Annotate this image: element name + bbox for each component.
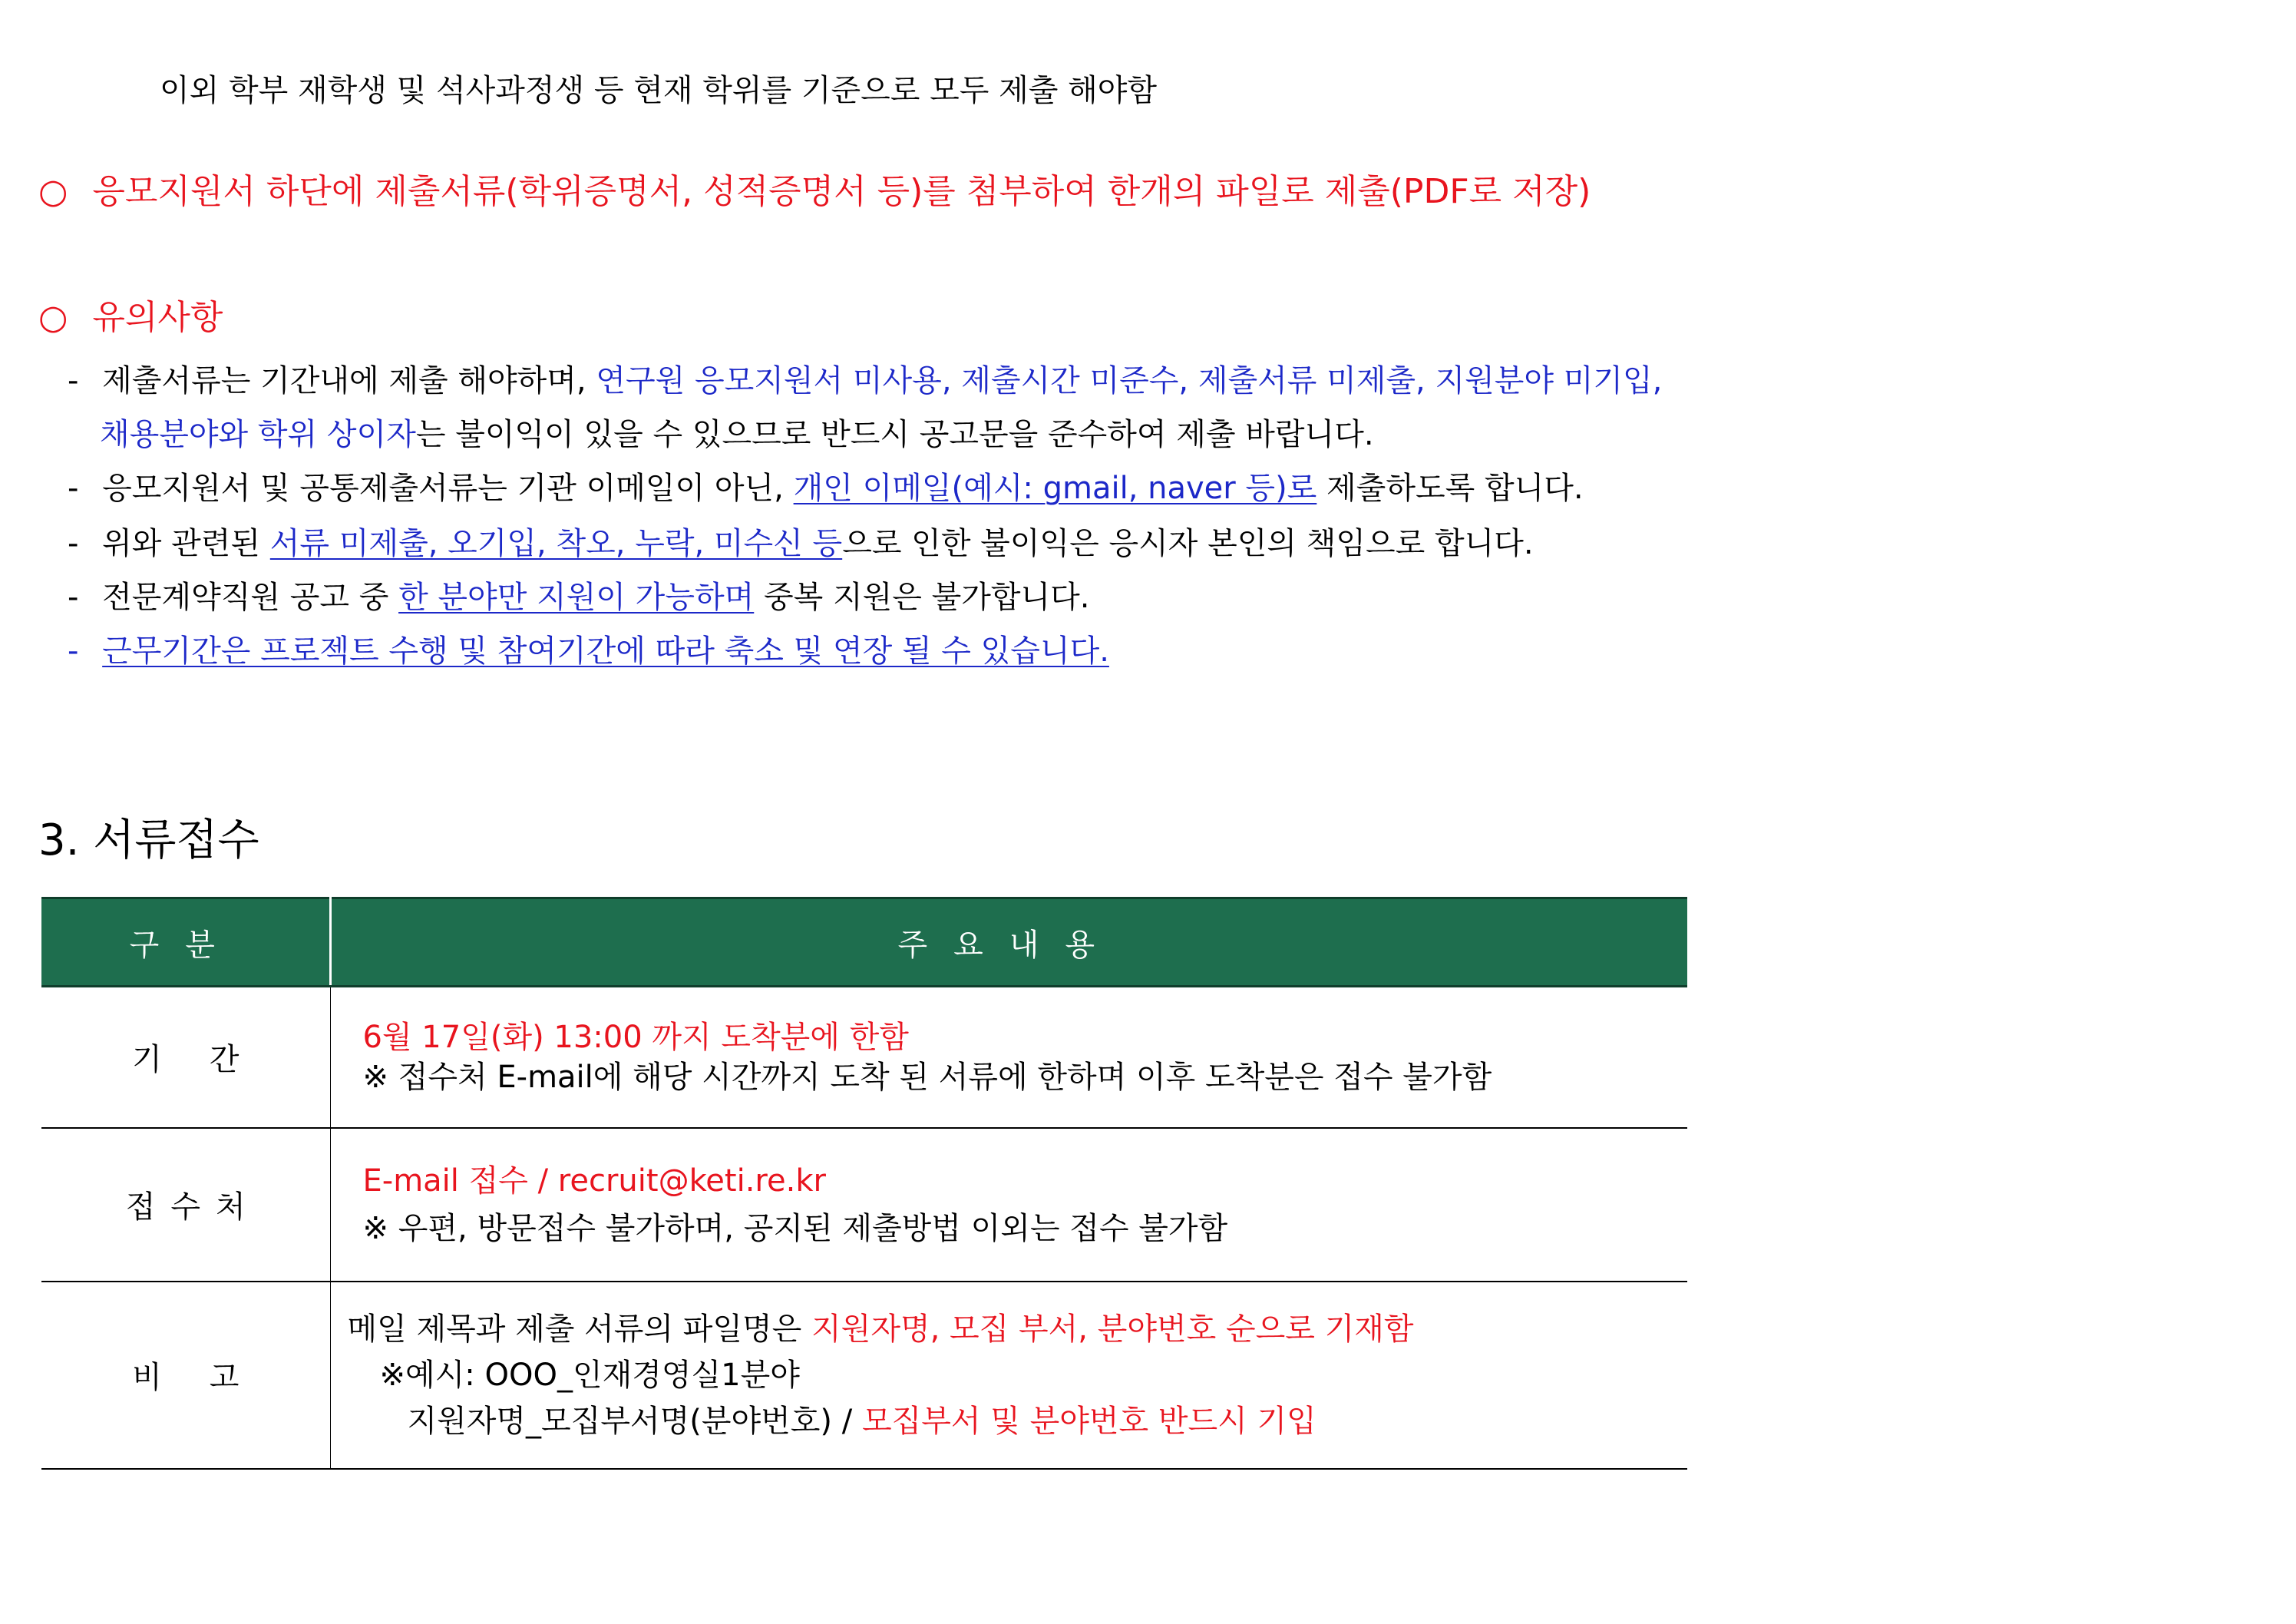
notice-title: 유의사항 (92, 298, 223, 337)
section-title: 3. 서류접수 (38, 815, 259, 865)
notice-item-5 (68, 631, 1109, 671)
remarks-example: ※예시: OOO_인재경영실1분야 (379, 1357, 800, 1393)
notice-item-3-text: 위와 관련된 (102, 526, 270, 561)
circle-bullet-icon: ○ (38, 172, 68, 211)
notice-item-1-cont (100, 415, 1374, 455)
notice-item-1-highlight-2: 채용분야와 학위 상이자 (100, 417, 416, 452)
row-label-contact: 접수처 (41, 1128, 330, 1282)
notice-item-1-highlight: 연구원 응모지원서 미사용, 제출시간 미준수, 제출서류 미제출, 지원분야 미기입, (596, 363, 1663, 399)
contact-email: E-mail 접수 / recruit@keti.re.kr (362, 1163, 826, 1199)
notice-item-3-highlight: 서류 미제출, 오기입, 착오, 누락, 미수신 등 (269, 526, 843, 561)
notice-item-2-text-2: 제출하도록 합니다. (1316, 471, 1584, 506)
notice-item-3 (68, 524, 1534, 564)
notice-item-1 (68, 361, 1662, 401)
remarks-line-3: 지원자명_모집부서명(분야번호) / 모집부서 및 분야번호 반드시 기입 (407, 1403, 1316, 1439)
notice-item-4-text: 전문계약직원 공고 중 (102, 580, 399, 615)
notice-item-3-text-2: 으로 인한 불이익은 응시자 본인의 책임으로 합니다. (842, 526, 1534, 561)
header-content: 주요내용 (330, 898, 1687, 987)
notice-heading (38, 296, 223, 339)
row-content-contact (330, 1128, 1687, 1282)
table-row-period (41, 987, 1687, 1128)
dash-bullet: - (68, 471, 79, 506)
attach-note (38, 170, 1591, 213)
notice-item-4-text-2: 중복 지원은 불가합니다. (754, 580, 1090, 615)
intro-line: 이외 학부 재학생 및 석사과정생 등 현재 학위를 기준으로 모두 제출 해야함 (160, 73, 1158, 108)
dash-bullet: - (68, 633, 79, 669)
table-row-contact (41, 1128, 1687, 1282)
attach-note-text: 응모지원서 하단에 제출서류(학위증명서, 성적증명서 등)를 첨부하여 한개의 파일로 제출(PDF로 저장) (92, 172, 1591, 211)
row-label-period: 기간 (41, 987, 330, 1128)
period-deadline: 6월 17일(화) 13:00 까지 도착분에 한함 (362, 1019, 909, 1055)
circle-bullet-icon: ○ (38, 298, 68, 337)
row-label-remarks: 비고 (41, 1282, 330, 1469)
dash-bullet: - (68, 363, 79, 399)
contact-note: ※ 우편, 방문접수 불가하며, 공지된 제출방법 이외는 접수 불가함 (362, 1210, 1228, 1246)
remarks-line-1: 메일 제목과 제출 서류의 파일명은 지원자명, 모집 부서, 분야번호 순으로 기재함 (347, 1311, 1414, 1347)
table-header-row (41, 898, 1687, 987)
notice-item-1-text-2: 는 불이익이 있을 수 있으므로 반드시 공고문을 준수하여 제출 바랍니다. (415, 417, 1374, 452)
row-content-remarks (330, 1282, 1687, 1469)
receipt-table (41, 897, 1687, 1470)
notice-item-4-highlight: 한 분야만 지원이 가능하며 (398, 580, 755, 615)
row-content-period (330, 987, 1687, 1128)
notice-item-4 (68, 577, 1090, 617)
notice-item-2-text: 응모지원서 및 공통제출서류는 기관 이메일이 아닌, (102, 471, 794, 506)
notice-item-2 (68, 468, 1584, 508)
table-row-remarks (41, 1282, 1687, 1469)
notice-item-1-text: 제출서류는 기간내에 제출 해야하며, (102, 363, 596, 399)
dash-bullet: - (68, 580, 79, 615)
dash-bullet: - (68, 526, 79, 561)
header-category: 구분 (41, 898, 330, 987)
notice-item-5-text: 근무기간은 프로젝트 수행 및 참여기간에 따라 축소 및 연장 될 수 있습니다. (102, 633, 1109, 669)
notice-item-2-highlight: 개인 이메일(예시: gmail, naver 등)로 (793, 471, 1317, 506)
period-note: ※ 접수처 E-mail에 해당 시간까지 도착 된 서류에 한하며 이후 도착분은 접수 불가함 (362, 1059, 1492, 1095)
